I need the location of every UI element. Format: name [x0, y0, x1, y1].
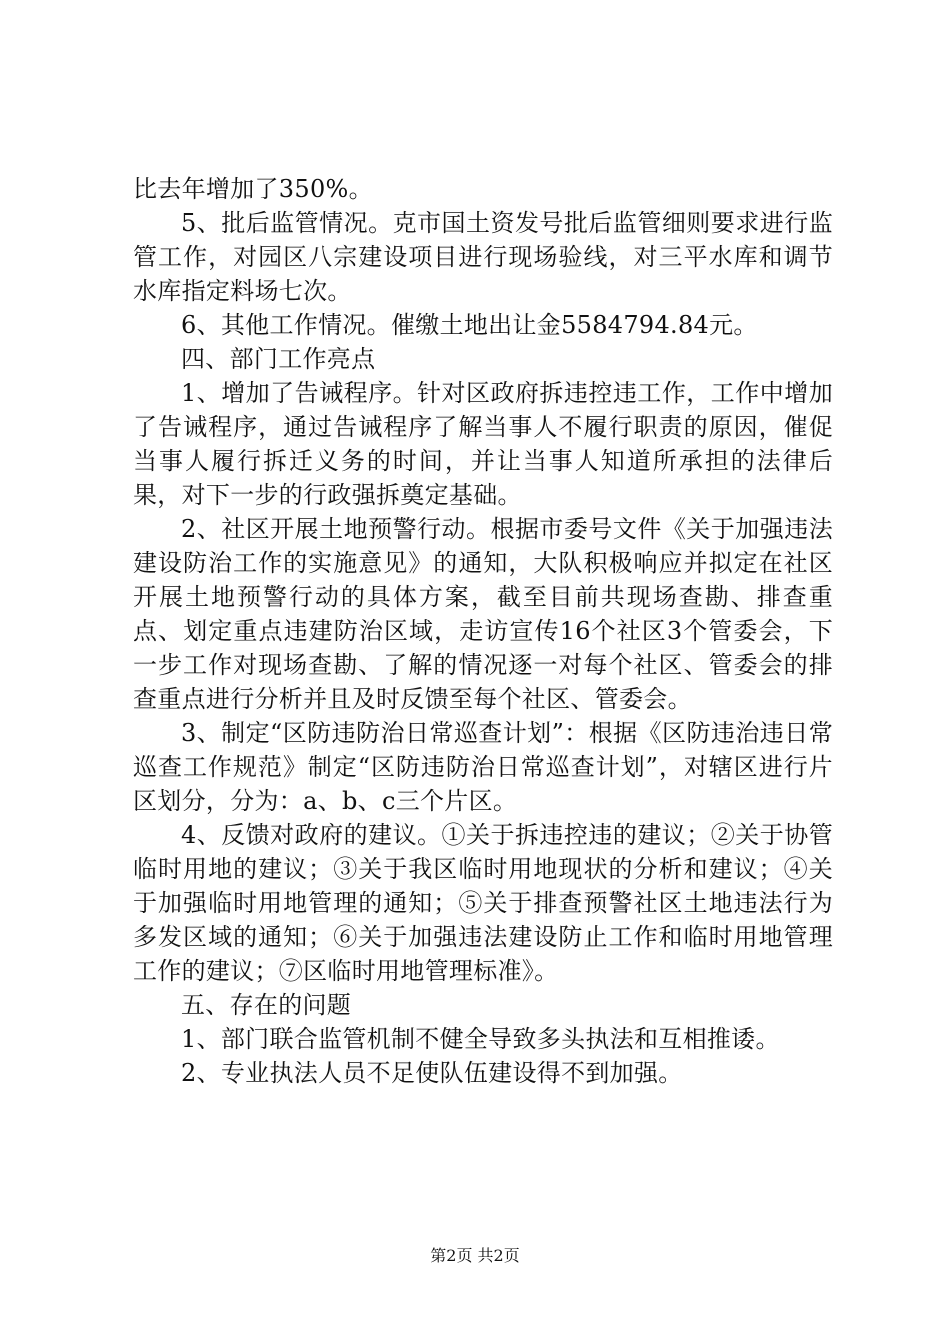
paragraph: 3、制定“区防违防治日常巡查计划”：根据《区防违治违日常巡查工作规范》制定“区防违防治日常巡查计划”，对辖区进行片区划分，分为：a、b、c三个片区。 — [133, 719, 833, 815]
paragraph: 2、社区开展土地预警行动。根据市委号文件《关于加强违法建设防治工作的实施意见》的通知，大队积极响应并拟定在社区开展土地预警行动的具体方案，截至目前共现场查勘、排查重点、划定重点违建防治区域，走访宣传16个社区3个管委会，下一步工作对现场查勘、了解的情况逐一对每个社区、管委会的排查重点进行分析并且及时反馈至每个社区、管委会。 — [133, 515, 833, 713]
page-number-footer: 第2页 共2页 — [430, 1246, 520, 1265]
paragraph: 1、增加了告诫程序。针对区政府拆违控违工作，工作中增加了告诫程序，通过告诫程序了解当事人不履行职责的原因，催促当事人履行拆迁义务的时间，并让当事人知道所承担的法律后果，对下一步的行政强拆奠定基础。 — [133, 379, 833, 509]
paragraph: 比去年增加了350%。 — [133, 175, 373, 203]
section-heading: 五、存在的问题 — [181, 991, 352, 1019]
paragraph: 5、批后监管情况。克市国土资发号批后监管细则要求进行监管工作，对园区八宗建设项目进行现场验线，对三平水库和调节水库指定料场七次。 — [133, 209, 833, 305]
paragraph: 2、专业执法人员不足使队伍建设得不到加强。 — [181, 1059, 683, 1087]
section-heading: 四、部门工作亮点 — [181, 345, 376, 373]
document-body — [133, 172, 833, 1090]
paragraph: 4、反馈对政府的建议。①关于拆违控违的建议；②关于协管临时用地的建议；③关于我区临时用地现状的分析和建议；④关于加强临时用地管理的通知；⑤关于排查预警社区土地违法行为多发区域的通知；⑥关于加强违法建设防止工作和临时用地管理工作的建议；⑦区临时用地管理标准》。 — [133, 821, 833, 985]
paragraph: 6、其他工作情况。催缴土地出让金5584794.84元。 — [181, 311, 758, 339]
paragraph: 1、部门联合监管机制不健全导致多头执法和互相推诿。 — [181, 1025, 780, 1053]
